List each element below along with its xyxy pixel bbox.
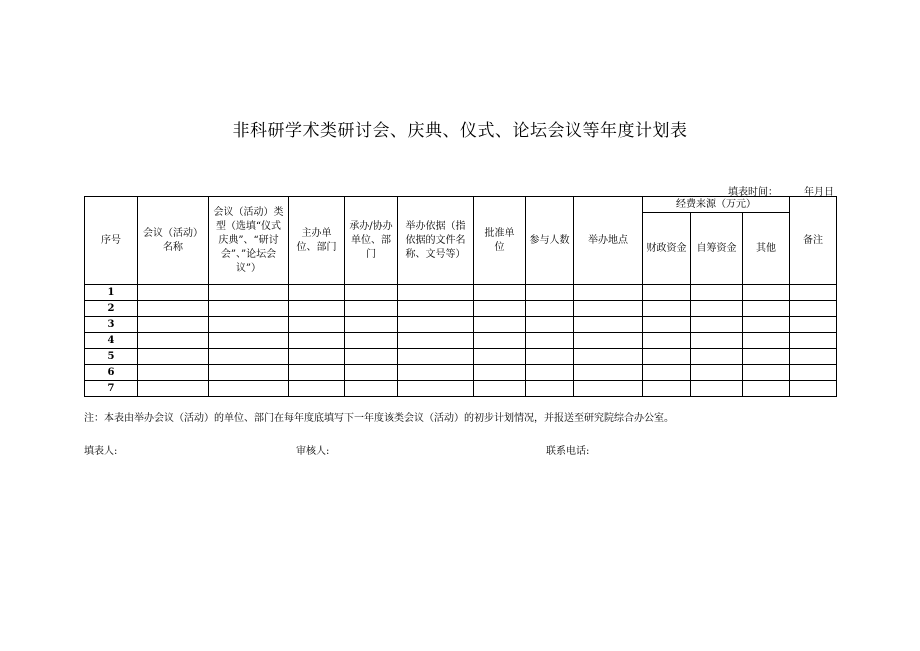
table-cell[interactable] [398, 333, 474, 349]
table-cell[interactable] [691, 333, 743, 349]
table-cell[interactable] [138, 381, 209, 397]
table-cell[interactable] [526, 301, 574, 317]
table-cell[interactable] [643, 365, 691, 381]
table-cell[interactable] [289, 317, 345, 333]
table-cell[interactable] [743, 333, 790, 349]
row-number: 3 [85, 317, 138, 333]
table-cell[interactable] [574, 381, 643, 397]
row-number: 2 [85, 301, 138, 317]
table-cell[interactable] [643, 381, 691, 397]
table-cell[interactable] [289, 365, 345, 381]
table-cell[interactable] [790, 317, 837, 333]
table-cell[interactable] [345, 333, 398, 349]
table-cell[interactable] [691, 285, 743, 301]
header-type: 会议（活动）类型（选填“仪式庆典”、“研讨会”、”论坛会议”） [209, 197, 289, 285]
header-funding: 经费来源（万元） [643, 197, 790, 213]
table-cell[interactable] [526, 381, 574, 397]
table-cell[interactable] [138, 365, 209, 381]
table-cell[interactable] [345, 317, 398, 333]
table-cell[interactable] [691, 381, 743, 397]
header-host-unit: 主办单位、部门 [289, 197, 345, 285]
fill-time-label: 填表时间： [728, 187, 778, 198]
table-cell[interactable] [345, 301, 398, 317]
header-fiscal: 财政资金 [643, 213, 691, 285]
table-cell[interactable] [743, 317, 790, 333]
table-cell[interactable] [209, 301, 289, 317]
table-cell[interactable] [209, 381, 289, 397]
table-cell[interactable] [138, 349, 209, 365]
table-cell[interactable] [138, 317, 209, 333]
table-cell[interactable] [691, 317, 743, 333]
page-title: 非科研学术类研讨会、庆典、仪式、论坛会议等年度计划表 [232, 121, 688, 141]
header-approver: 批准单位 [474, 197, 526, 285]
header-participants: 参与人数 [526, 197, 574, 285]
table-cell[interactable] [574, 365, 643, 381]
table-cell[interactable] [743, 365, 790, 381]
table-cell[interactable] [474, 381, 526, 397]
table-cell[interactable] [345, 381, 398, 397]
table-cell[interactable] [526, 349, 574, 365]
table-cell[interactable] [289, 333, 345, 349]
table-cell[interactable] [643, 317, 691, 333]
table-cell[interactable] [209, 317, 289, 333]
table-cell[interactable] [289, 349, 345, 365]
table-cell[interactable] [743, 301, 790, 317]
table-row [85, 317, 837, 333]
table-row [85, 365, 837, 381]
reviewer-label: 审核人: [296, 446, 330, 457]
header-basis: 举办依据（指依据的文件名称、文号等） [398, 197, 474, 285]
table-cell[interactable] [790, 381, 837, 397]
row-number: 6 [85, 365, 138, 381]
table-cell[interactable] [526, 317, 574, 333]
table-cell[interactable] [209, 333, 289, 349]
table-cell[interactable] [398, 317, 474, 333]
table-cell[interactable] [138, 285, 209, 301]
table-cell[interactable] [398, 285, 474, 301]
table-cell[interactable] [691, 301, 743, 317]
table-cell[interactable] [474, 349, 526, 365]
header-other: 其他 [743, 213, 790, 285]
table-cell[interactable] [474, 333, 526, 349]
table-cell[interactable] [743, 285, 790, 301]
table-cell[interactable] [474, 365, 526, 381]
table-cell[interactable] [574, 349, 643, 365]
table-cell[interactable] [691, 349, 743, 365]
fill-date-label: 年月日 [804, 187, 834, 198]
table-cell[interactable] [138, 301, 209, 317]
header-co-host: 承办/协办单位、部门 [345, 197, 398, 285]
table-cell[interactable] [574, 301, 643, 317]
table-cell[interactable] [526, 365, 574, 381]
table-cell[interactable] [289, 285, 345, 301]
table-cell[interactable] [289, 301, 345, 317]
table-cell[interactable] [743, 381, 790, 397]
header-seq: 序号 [85, 197, 138, 285]
table-cell[interactable] [790, 349, 837, 365]
table-cell[interactable] [643, 285, 691, 301]
header-meeting-name: 会议（活动）名称 [138, 197, 209, 285]
plan-table [84, 196, 837, 397]
table-cell[interactable] [691, 365, 743, 381]
table-row [85, 381, 837, 397]
table-cell[interactable] [743, 349, 790, 365]
table-cell[interactable] [345, 349, 398, 365]
header-self-raised: 自筹资金 [691, 213, 743, 285]
table-cell[interactable] [643, 301, 691, 317]
table-cell[interactable] [398, 349, 474, 365]
row-number: 4 [85, 333, 138, 349]
row-number: 7 [85, 381, 138, 397]
table-cell[interactable] [209, 349, 289, 365]
table-cell[interactable] [790, 365, 837, 381]
table-cell[interactable] [574, 317, 643, 333]
table-cell[interactable] [398, 381, 474, 397]
row-number: 5 [85, 349, 138, 365]
table-cell[interactable] [526, 285, 574, 301]
table-cell[interactable] [790, 301, 837, 317]
phone-label: 联系电话: [546, 446, 590, 457]
table-row [85, 333, 837, 349]
table-cell[interactable] [209, 285, 289, 301]
table-cell[interactable] [289, 381, 345, 397]
table-row [85, 285, 837, 301]
header-venue: 举办地点 [574, 197, 643, 285]
table-cell[interactable] [790, 285, 837, 301]
table-cell[interactable] [643, 349, 691, 365]
header-remarks: 备注 [790, 197, 837, 285]
table-row [85, 349, 837, 365]
filler-label: 填表人: [84, 446, 118, 457]
table-cell[interactable] [345, 365, 398, 381]
table-cell[interactable] [790, 333, 837, 349]
footnote: 注：本表由举办会议（活动）的单位、部门在每年度底填写下一年度该类会议（活动）的初步计划情况，并报送至研究院综合办公室。 [84, 413, 674, 424]
table-cell[interactable] [643, 333, 691, 349]
table-cell[interactable] [574, 333, 643, 349]
table-cell[interactable] [209, 365, 289, 381]
table-cell[interactable] [574, 285, 643, 301]
table-cell[interactable] [526, 333, 574, 349]
table-cell[interactable] [398, 365, 474, 381]
table-cell[interactable] [398, 301, 474, 317]
table-row [85, 301, 837, 317]
table-cell[interactable] [474, 301, 526, 317]
table-cell[interactable] [474, 285, 526, 301]
table-cell[interactable] [345, 285, 398, 301]
table-cell[interactable] [474, 317, 526, 333]
table-cell[interactable] [138, 333, 209, 349]
row-number: 1 [85, 285, 138, 301]
